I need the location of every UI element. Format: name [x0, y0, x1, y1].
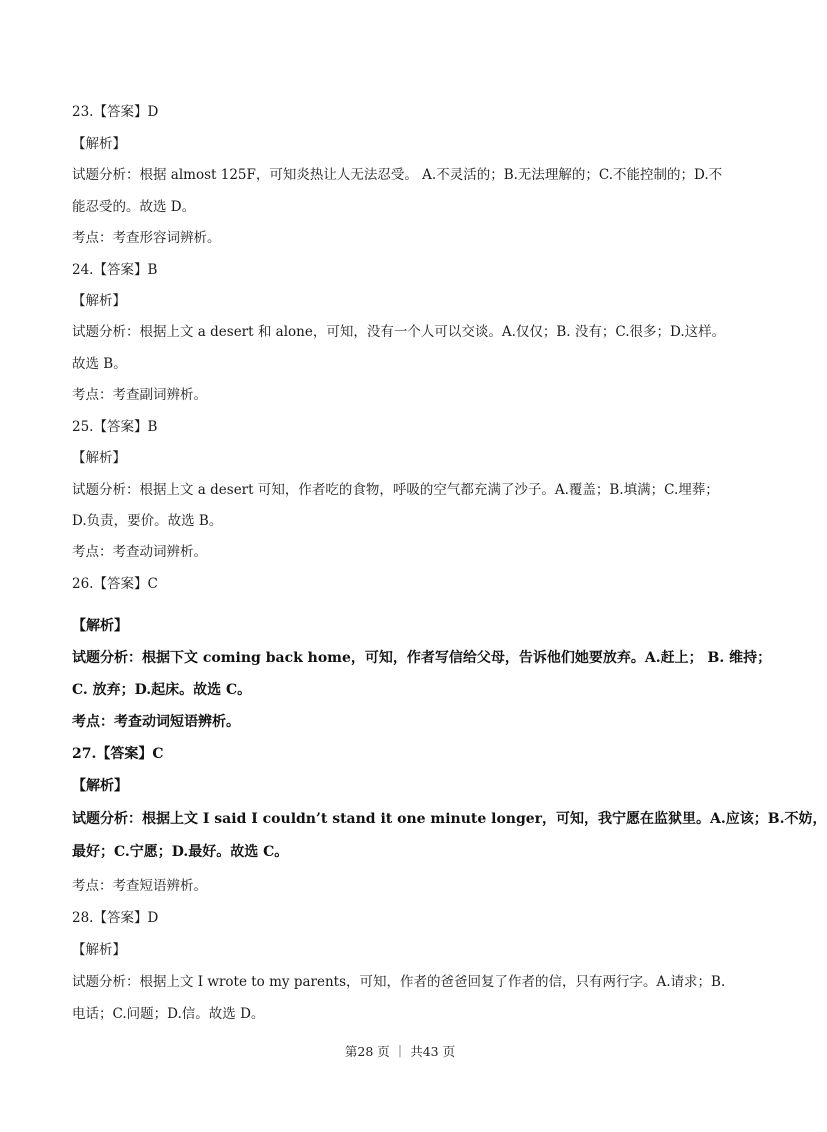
answer-26: 26.【答案】C: [72, 576, 158, 592]
analysis-23-line-2: 能忍受的。故选 D。: [72, 199, 196, 215]
analysis-label-26: 【解析】: [72, 618, 128, 634]
analysis-26-line-2: C. 放弃；D.起床。故选 C。: [72, 682, 252, 698]
point-26: 考点：考查动词短语辨析。: [72, 714, 240, 730]
point-24: 考点：考查副词辨析。: [72, 387, 207, 403]
answer-28: 28.【答案】D: [72, 910, 159, 926]
point-23: 考点：考查形容词辨析。: [72, 230, 221, 246]
answer-23: 23.【答案】D: [72, 104, 159, 120]
answer-24: 24.【答案】B: [72, 262, 158, 278]
analysis-label-27: 【解析】: [72, 778, 128, 794]
page-footer: 第28 页 ｜ 共43 页: [344, 1044, 456, 1059]
answer-25: 25.【答案】B: [72, 419, 158, 435]
analysis-23-line-1: 试题分析：根据 almost 125F，可知炎热让人无法忍受。 A.不灵活的；B.无法理解的；C.不能控制的；D.不: [72, 167, 723, 183]
analysis-label-23: 【解析】: [72, 136, 126, 152]
analysis-24-line-1: 试题分析：根据上文 a desert 和 alone，可知，没有一个人可以交谈。A.仅仅；B. 没有；C.很多；D.这样。: [72, 324, 726, 340]
analysis-27-line-1: 试题分析：根据上文 I said I couldn’t stand it one minute longer，可知，我宁愿在监狱里。A.应该；B.不妨，: [72, 811, 827, 827]
analysis-25-line-2: D.负责，要价。故选 B。: [72, 513, 223, 529]
analysis-24-line-2: 故选 B。: [72, 356, 127, 372]
analysis-26-line-1: 试题分析：根据下文 coming back home，可知，作者写信给父母，告诉他们她要放弃。A.赶上； B. 维持；: [72, 650, 772, 666]
analysis-25-line-1: 试题分析：根据上文 a desert 可知，作者吃的食物，呼吸的空气都充满了沙子。A.覆盖；B.填满；C.埋葬；: [72, 482, 719, 498]
analysis-27-line-2: 最好；C.宁愿；D.最好。故选 C。: [72, 844, 289, 860]
point-25: 考点：考查动词辨析。: [72, 544, 207, 560]
analysis-label-24: 【解析】: [72, 293, 126, 309]
analysis-28-line-2: 电话；C.问题；D.信。故选 D。: [72, 1006, 265, 1022]
answer-27: 27.【答案】C: [72, 746, 164, 762]
analysis-28-line-1: 试题分析：根据上文 I wrote to my parents，可知，作者的爸爸回复了作者的信，只有两行字。A.请求；B.: [72, 974, 726, 990]
analysis-label-28: 【解析】: [72, 942, 126, 958]
point-27: 考点：考查短语辨析。: [72, 878, 207, 894]
analysis-label-25: 【解析】: [72, 450, 126, 466]
